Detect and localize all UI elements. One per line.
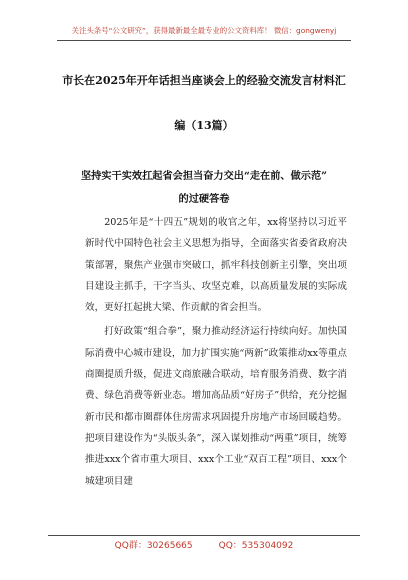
- header-divider: [57, 40, 351, 41]
- footer-divider: [48, 535, 360, 536]
- section-title-line-1: 坚持实干实效扛起省会担当奋力交出“走在前、做示范”: [80, 170, 328, 182]
- section-title-line-2: 的过硬答卷: [178, 193, 230, 205]
- footer-qq-group: QQ群：30265665: [114, 541, 193, 551]
- paragraph: 打好政策“组合拳”，聚力推动经济运行持续向好。加快国际消费中心城市建设，加力扩围实施“两新”政策推动xx等重点商圈提质升级，促进文商旅融合联动，培育服务消费、数字消费、绿色消费等新业态。增加高品质“好房子”供给，充分挖掘新市民和都市圈群体住房需求巩固提升房地产市场回暖趋势。把项目建设作为“头版头条”，深入谋划推动“两重”项目，统筹推进xxx个省市重大项目、xxx个工业“双百工程”项目、xxx个城建项目建: [85, 326, 347, 487]
- document-title-line-1: 市长在2025年开年话担当座谈会上的经验交流发言材料汇: [62, 74, 346, 87]
- header-note: 关注头条号“公文研究”，获得最新最全最专业的公文资料库！ 微信：gongwenyj: [71, 26, 337, 35]
- footer-qq-number: QQ：535304092: [218, 541, 294, 551]
- footer-contact: [48, 538, 360, 551]
- document-title-line-2: 编（13篇）: [174, 119, 234, 132]
- document-title: [48, 58, 360, 148]
- body-text: [85, 212, 347, 492]
- section-title: [48, 165, 360, 211]
- paragraph: 2025年是“十四五”规划的收官之年，xx将坚持以习近平新时代中国特色社会主义思想为指导，全面落实省委省政府决策部署，聚焦产业强市突破口，抓牢科技创新主引擎，突出项目建设主抓手，干字当头、攻坚克难，以高质量发展的实际成效，更好扛起挑大梁、作贡献的省会担当。: [85, 217, 347, 314]
